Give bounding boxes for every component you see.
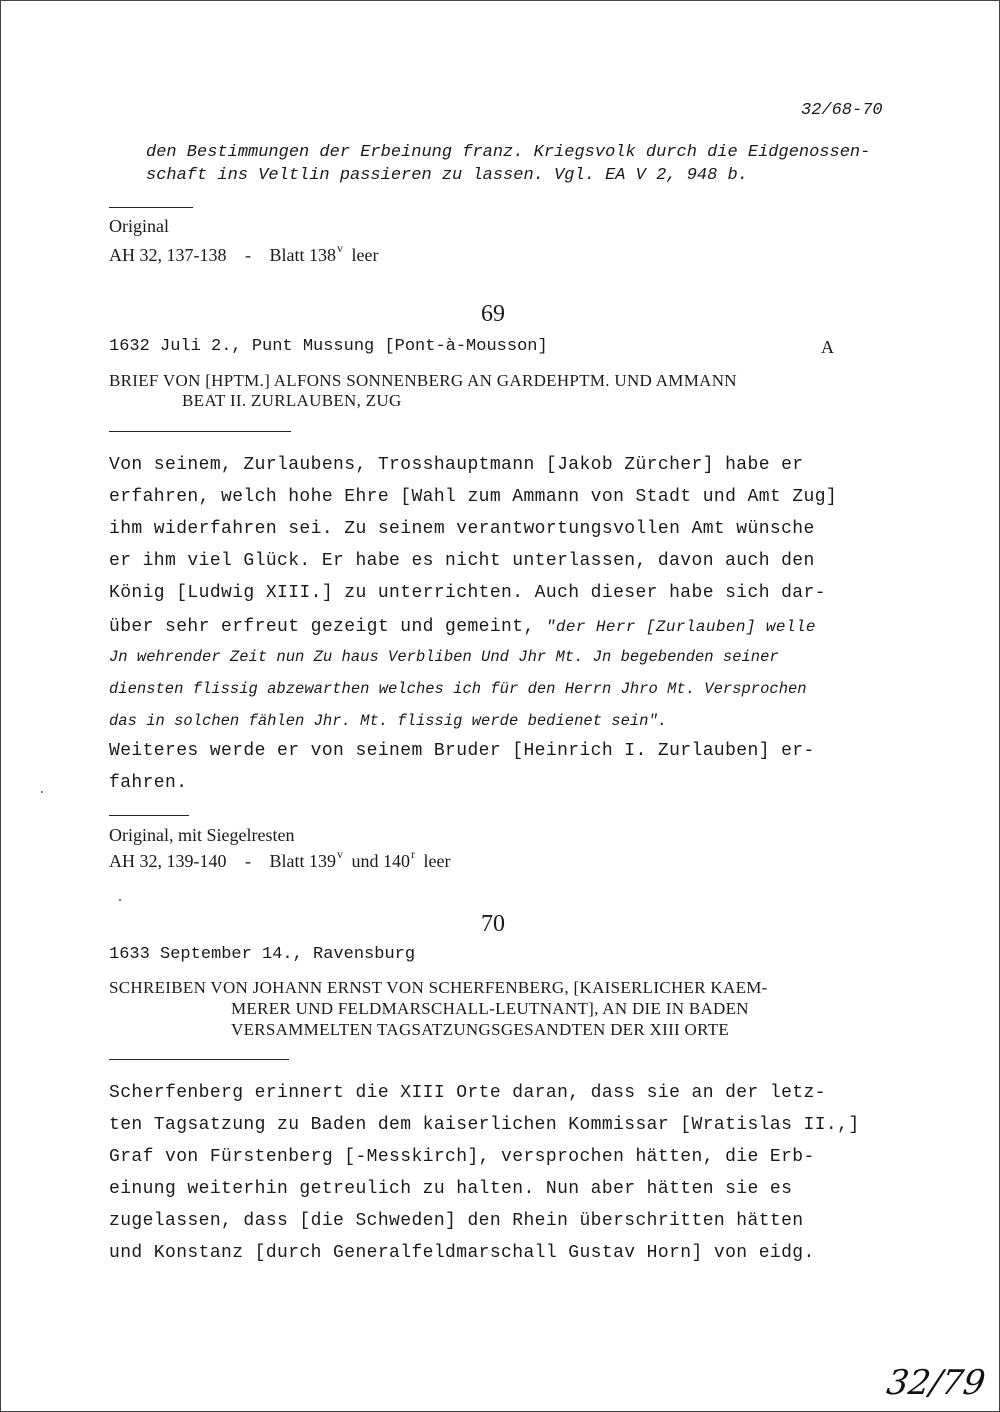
document-date-place: 1633 September 14., Ravensburg (109, 945, 416, 964)
body-text: über sehr erfreut gezeigt und gemeint, (109, 617, 546, 637)
dash: - (245, 851, 251, 871)
divider-rule (109, 431, 291, 432)
body-line: Weiteres werde er von seinem Bruder [Heinrich I. Zurlauben] er- (109, 741, 815, 761)
source-ref (109, 847, 450, 872)
page-reference: 32/68-70 (801, 101, 883, 120)
leer: leer (351, 245, 379, 265)
body-line: König [Ludwig XIII.] zu unterrichten. Auch dieser habe sich dar- (109, 583, 826, 603)
body-line: und Konstanz [durch Generalfeldmarschall Gustav Horn] von eidg. (109, 1243, 815, 1263)
body-line: er ihm viel Glück. Er habe es nicht unterlassen, davon auch den (109, 551, 815, 571)
body-line: zugelassen, dass [die Schweden] den Rhein überschritten hätten (109, 1211, 804, 1231)
blatt: Blatt 139 (269, 851, 336, 871)
document-mark: A (821, 337, 834, 357)
source-label: Original (109, 216, 169, 236)
quote-line: das in solchen fählen Jhr. Mt. flissig werde bedienet sein". (109, 712, 668, 730)
source-ref (109, 241, 378, 266)
body-line: Von seinem, Zurlaubens, Trosshauptmann [Jakob Zürcher] habe er (109, 455, 804, 475)
quote-text: "der Herr [Zurlauben] welle (545, 618, 816, 636)
handwritten-folio-number: 32/79 (884, 1363, 988, 1403)
dash: - (245, 245, 251, 265)
document-title-line-1: SCHREIBEN VON JOHANN ERNST VON SCHERFENBERG, [KAISERLICHER KAEM- (109, 978, 768, 997)
intro-line-2: schaft ins Veltlin passieren zu lassen. Vgl. EA V 2, 948 b. (146, 166, 748, 185)
divider-rule (109, 815, 189, 816)
source-label: Original, mit Siegelresten (109, 825, 295, 845)
body-line: erfahren, welch hohe Ehre [Wahl zum Ammann von Stadt und Amt Zug] (109, 487, 838, 507)
leer: leer (423, 851, 451, 871)
body-line: ihm widerfahren sei. Zu seinem verantwortungsvollen Amt wünsche (109, 519, 815, 539)
body-line: ten Tagsatzung zu Baden dem kaiserlichen Kommissar [Wratislas II.,] (109, 1115, 860, 1135)
scan-speck (119, 899, 121, 901)
scan-speck (41, 791, 43, 793)
document-title-line-2: BEAT II. ZURLAUBEN, ZUG (182, 391, 402, 410)
document-title-line-2: MERER UND FELDMARSCHALL-LEUTNANT], AN DIE IN BADEN (231, 999, 749, 1018)
blatt-sup: v (337, 847, 343, 861)
document-number: 69 (481, 301, 505, 327)
quote-line: Jn wehrender Zeit nun Zu haus Verbliben Und Jhr Mt. Jn begebenden seiner (109, 648, 779, 666)
blatt-sup: v (337, 241, 343, 255)
body-line-mixed (109, 615, 816, 637)
divider-rule (109, 207, 193, 208)
body-line: fahren. (109, 773, 188, 793)
und-sup: r (411, 847, 415, 861)
quote-line: diensten flissig abzewarthen welches ich für den Herrn Jhro Mt. Versprochen (109, 680, 807, 698)
body-line: einung weiterhin getreulich zu halten. Nun aber hätten sie es (109, 1179, 793, 1199)
divider-rule (109, 1059, 289, 1060)
document-date-place: 1632 Juli 2., Punt Mussung [Pont-à-Mousson] (109, 337, 548, 356)
blatt: Blatt 138 (269, 245, 336, 265)
document-number: 70 (481, 911, 505, 937)
body-line: Graf von Fürstenberg [-Messkirch], versprochen hätten, die Erb- (109, 1147, 815, 1167)
intro-line-1: den Bestimmungen der Erbeinung franz. Kriegsvolk durch die Eidgenossen- (146, 143, 871, 162)
archive-ref: AH 32, 139-140 (109, 851, 227, 871)
archive-ref: AH 32, 137-138 (109, 245, 227, 265)
und: und 140 (351, 851, 410, 871)
document-title-line-1: BRIEF VON [HPTM.] ALFONS SONNENBERG AN GARDEHPTM. UND AMMANN (109, 371, 737, 390)
document-title-line-3: VERSAMMELTEN TAGSATZUNGSGESANDTEN DER XIII ORTE (231, 1020, 730, 1039)
body-line: Scherfenberg erinnert die XIII Orte daran, dass sie an der letz- (109, 1083, 826, 1103)
